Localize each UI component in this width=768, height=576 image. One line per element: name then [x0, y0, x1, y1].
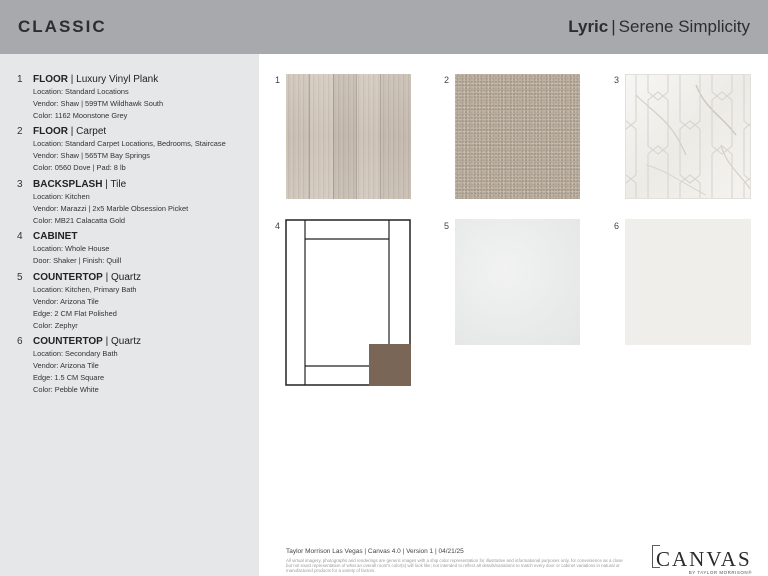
- canvas-logo: [652, 545, 752, 575]
- spec-material: Quartz: [110, 336, 141, 347]
- package-title: CLASSIC: [18, 17, 107, 36]
- spec-color: Color: MB21 Calacatta Gold: [33, 216, 126, 225]
- spec-number: 2: [17, 126, 23, 137]
- spec-category: BACKSPLASH: [33, 179, 103, 190]
- spec-separator: |: [102, 272, 111, 283]
- spec-location: Location: Secondary Bath: [33, 349, 118, 358]
- spec-material: Tile: [110, 179, 127, 190]
- spec-vendor: Vendor: Shaw | 565TM Bay Springs: [33, 151, 150, 160]
- spec-vendor: Vendor: Marazzi | 2x5 Marble Obsession Picket: [33, 204, 189, 213]
- spec-title: [33, 179, 126, 190]
- swatch-number-6: 6: [614, 221, 620, 231]
- picket-tile-pattern-icon: [626, 75, 751, 199]
- spec-location: Location: Kitchen: [33, 192, 90, 201]
- spec-separator: |: [68, 74, 77, 85]
- spec-material: Luxury Vinyl Plank: [76, 74, 159, 85]
- pebble-white-quartz-swatch: [625, 219, 751, 345]
- spec-separator: |: [68, 126, 77, 137]
- spec-title: [33, 231, 77, 242]
- spec-location: Location: Whole House: [33, 244, 110, 253]
- marble-picket-tile-swatch: [625, 74, 751, 199]
- shaker-cabinet-door-swatch: [285, 219, 411, 386]
- spec-title: [33, 336, 141, 347]
- spec-category: COUNTERTOP: [33, 272, 103, 283]
- swatch-number-2: 2: [444, 75, 450, 85]
- footer-disclaimer: All virtual imagery, photographs and renderings are generic images with a ship color representation for illustrative and informational purposes only, for convenience as a close but not exact representation of what an overall room's color(s) will look like; not intended to reflect all details/variations to match every door or cabinet variations in natural or manufactured products for a variety of factors.: [286, 558, 623, 574]
- spec-vendor: Vendor: Arizona Tile: [33, 361, 99, 370]
- spec-vendor: Vendor: Arizona Tile: [33, 297, 99, 306]
- spec-title: [33, 126, 106, 137]
- spec-number: 3: [17, 179, 23, 190]
- spec-number: 5: [17, 272, 23, 283]
- shaker-door-outline-icon: [285, 219, 411, 386]
- collection-tagline: Serene Simplicity: [618, 17, 750, 36]
- spec-location: Location: Standard Carpet Locations, Bedrooms, Staircase: [33, 139, 226, 148]
- spec-title: [33, 272, 141, 283]
- spec-location: Location: Standard Locations: [33, 87, 129, 96]
- zephyr-quartz-swatch: [455, 219, 580, 345]
- swatch-number-4: 4: [275, 221, 281, 231]
- spec-edge: Edge: 1.5 CM Square: [33, 373, 105, 382]
- spec-category: COUNTERTOP: [33, 336, 103, 347]
- spec-color: Color: Zephyr: [33, 321, 78, 330]
- carpet-swatch: [455, 74, 580, 199]
- spec-material: Carpet: [76, 126, 107, 137]
- spec-separator: |: [102, 336, 111, 347]
- spec-edge: Edge: 2 CM Flat Polished: [33, 309, 117, 318]
- swatch-number-1: 1: [275, 75, 281, 85]
- spec-category: CABINET: [33, 231, 78, 242]
- spec-category: FLOOR: [33, 74, 68, 85]
- spec-sidebar: [0, 54, 259, 576]
- spec-location: Location: Kitchen, Primary Bath: [33, 285, 137, 294]
- spec-material: Quartz: [110, 272, 141, 283]
- spec-number: 1: [17, 74, 23, 85]
- spec-number: 4: [17, 231, 23, 242]
- page-header: [0, 0, 768, 54]
- spec-number: 6: [17, 336, 23, 347]
- vinyl-plank-swatch: [286, 74, 411, 199]
- spec-door: Door: Shaker | Finish: Quill: [33, 256, 122, 265]
- footer-info: Taylor Morrison Las Vegas | Canvas 4.0 | Version 1 | 04/21/25: [286, 548, 464, 555]
- collection-separator: |: [611, 17, 616, 36]
- spec-vendor: Vendor: Shaw | 599TM Wildhawk South: [33, 99, 164, 108]
- spec-title: [33, 74, 158, 85]
- logo-wordmark: CANVAS: [656, 547, 752, 571]
- logo-byline: BY TAYLOR MORRISON®: [688, 570, 752, 575]
- spec-color: Color: 1162 Moonstone Grey: [33, 111, 128, 120]
- spec-color: Color: 0560 Dove | Pad: 8 lb: [33, 163, 126, 172]
- spec-separator: |: [102, 179, 111, 190]
- swatch-number-3: 3: [614, 75, 620, 85]
- spec-category: FLOOR: [33, 126, 68, 137]
- collection-title: [568, 17, 750, 37]
- spec-color: Color: Pebble White: [33, 385, 99, 394]
- swatch-number-5: 5: [444, 221, 450, 231]
- collection-name: Lyric: [568, 17, 609, 36]
